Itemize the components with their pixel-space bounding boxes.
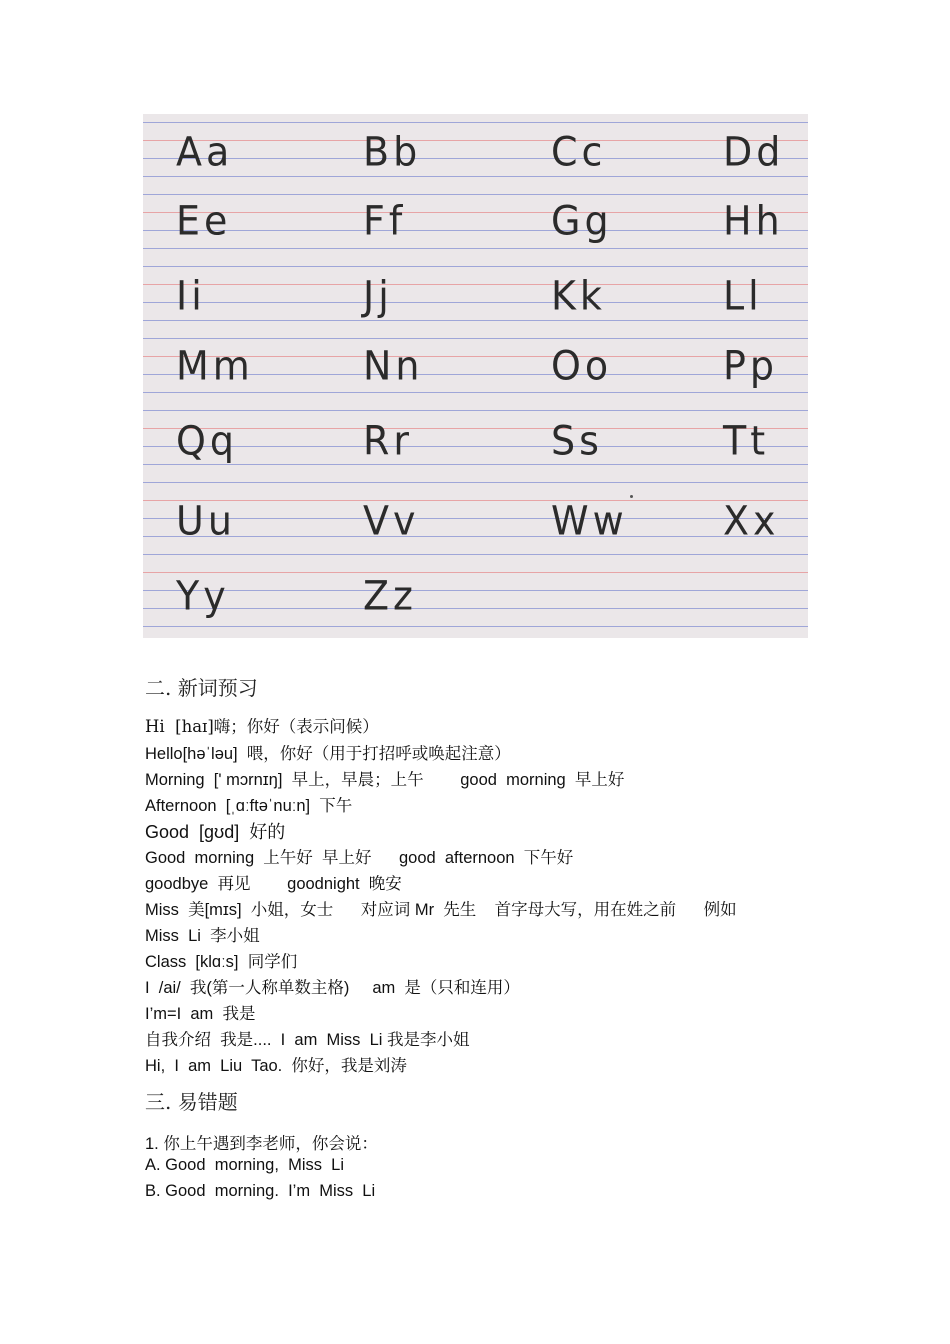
alphabet-letter-z: Zz <box>363 572 417 620</box>
alphabet-letter-n: Nn <box>363 342 424 390</box>
vocab-line-goodbye: goodbye 再见 goodnight 晚安 <box>145 875 402 893</box>
alphabet-letter-q: Qq <box>176 417 239 465</box>
alphabet-letter-k: Kk <box>551 272 606 320</box>
ruled-line <box>143 248 808 249</box>
ruled-line <box>143 266 808 267</box>
alphabet-letter-p: Pp <box>723 342 779 390</box>
alphabet-letter-w: Ww <box>551 497 628 545</box>
alphabet-letter-r: Rr <box>363 417 414 465</box>
alphabet-photo <box>143 114 808 638</box>
ruled-line <box>143 140 808 141</box>
question-1-option-a: A. Good morning, Miss Li <box>145 1156 344 1174</box>
ruled-line <box>143 212 808 213</box>
vocab-line-miss-li: Miss Li 李小姐 <box>145 927 260 945</box>
ruled-line <box>143 536 808 537</box>
vocab-line-class: Class [klɑːs] 同学们 <box>145 953 298 971</box>
alphabet-letter-l: Ll <box>723 272 763 320</box>
ruled-line <box>143 392 808 393</box>
vocab-line-afternoon: Afternoon [ˌɑːftəˈnuːn] 下午 <box>145 797 353 815</box>
ruled-line <box>143 428 808 429</box>
alphabet-letter-g: Gg <box>551 197 613 245</box>
alphabet-letter-m: Mm <box>176 342 254 390</box>
alphabet-letter-o: Oo <box>551 342 613 390</box>
vocab-line-i-am: I /ai/ 我(第一人称单数主格) am 是（只和连用） <box>145 979 520 997</box>
ruled-line <box>143 554 808 555</box>
pencil-dot <box>630 495 633 498</box>
ruled-line <box>143 230 808 231</box>
ruled-line <box>143 482 808 483</box>
ruled-line <box>143 194 808 195</box>
vocab-line-self-intro: 自我介绍 我是.... I am Miss Li 我是李小姐 <box>145 1031 470 1049</box>
ruled-line <box>143 320 808 321</box>
alphabet-letter-v: Vv <box>363 497 420 545</box>
ruled-line <box>143 338 808 339</box>
vocab-line-morning: Morning [' mɔrnɪŋ] 早上，早晨；上午 good morning 早上好 <box>145 771 625 789</box>
ruled-line <box>143 410 808 411</box>
question-1: 1. 你上午遇到李老师，你会说： <box>145 1135 378 1153</box>
ruled-line <box>143 626 808 627</box>
ruled-line <box>143 302 808 303</box>
vocab-line-hello: Hello[həˈləu] 喂，你好（用于打招呼或唤起注意） <box>145 745 511 763</box>
alphabet-letter-h: Hh <box>723 197 784 245</box>
vocab-line-miss: Miss 美[mɪs] 小姐，女士 对应词 Mr 先生 首字母大写，用在姓之前 例如 <box>145 901 737 919</box>
ruled-line <box>143 464 808 465</box>
ruled-line <box>143 500 808 501</box>
question-1-option-b: B. Good morning. I’m Miss Li <box>145 1182 376 1200</box>
vocab-line-im: I’m=I am 我是 <box>145 1005 256 1023</box>
vocab-line-hi: Hi [haɪ]嗨；你好（表示问候） <box>145 717 379 736</box>
alphabet-letter-y: Yy <box>176 572 230 620</box>
alphabet-letter-j: Jj <box>363 272 393 320</box>
ruled-line <box>143 158 808 159</box>
alphabet-letter-c: Cc <box>551 128 607 176</box>
alphabet-letter-a: Aa <box>176 128 234 176</box>
vocab-line-hi-liu-tao: Hi, I am Liu Tao. 你好，我是刘涛 <box>145 1057 407 1075</box>
alphabet-letter-s: Ss <box>551 417 603 465</box>
alphabet-letter-e: Ee <box>176 197 232 245</box>
vocab-line-greetings: Good morning 上午好 早上好 good afternoon 下午好 <box>145 849 574 867</box>
ruled-line <box>143 284 808 285</box>
vocab-line-good: Good [gʊd] 好的 <box>145 822 286 842</box>
ruled-line <box>143 590 808 591</box>
alphabet-letter-b: Bb <box>363 128 422 176</box>
alphabet-letter-f: Ff <box>363 197 407 245</box>
ruled-line <box>143 176 808 177</box>
alphabet-letter-t: Tt <box>723 417 770 465</box>
alphabet-letter-d: Dd <box>723 128 785 176</box>
alphabet-letter-x: Xx <box>723 497 780 545</box>
ruled-line <box>143 608 808 609</box>
alphabet-letter-u: Uu <box>176 497 236 545</box>
ruled-line <box>143 572 808 573</box>
ruled-line <box>143 518 808 519</box>
ruled-line <box>143 122 808 123</box>
ruled-line <box>143 446 808 447</box>
section-heading-vocabulary: 二. 新词预习 <box>145 676 258 700</box>
alphabet-letter-i: Ii <box>176 272 206 320</box>
section-heading-mistakes: 三. 易错题 <box>145 1090 238 1114</box>
